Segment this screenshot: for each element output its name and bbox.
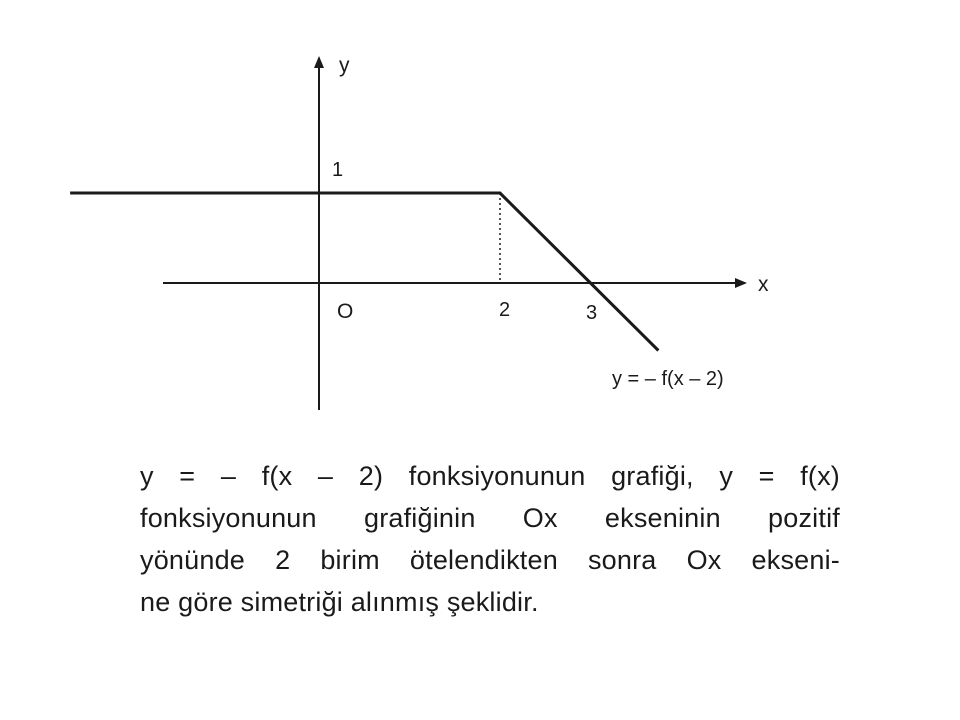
paragraph-line-1: y = – f(x – 2) fonksiyonunun grafiği, y = f(x): [140, 461, 840, 491]
function-curve: [70, 193, 658, 351]
paragraph-line-2: fonksiyonunun grafiğinin Ox ekseninin pozitif: [140, 503, 840, 533]
curve-label: y = – f(x – 2): [612, 368, 724, 390]
paragraph-line-4: ne göre simetriği alınmış şeklidir.: [140, 587, 539, 617]
origin-label: O: [337, 300, 354, 323]
x-axis-label: x: [758, 273, 769, 296]
x-tick-label-3: 3: [586, 302, 598, 324]
explanation-paragraph: [140, 455, 840, 623]
paragraph-line-3: yönünde 2 birim ötelendikten sonra Ox ekseni-: [140, 545, 840, 575]
y-tick-label-1: 1: [332, 159, 344, 181]
x-tick-label-2: 2: [499, 299, 511, 321]
y-axis-label: y: [339, 54, 350, 77]
